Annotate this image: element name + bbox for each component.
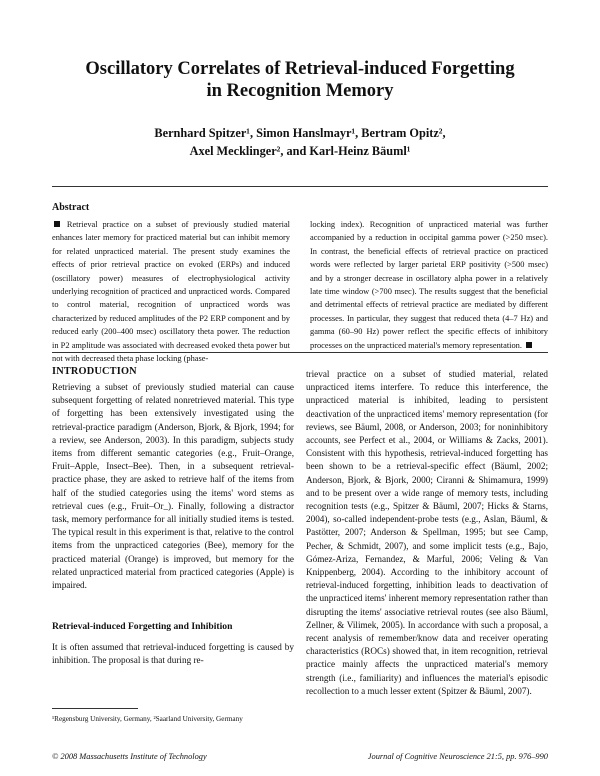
abstract-start-square-icon [54, 221, 60, 227]
abstract-top-rule [52, 186, 548, 187]
copyright-footer: © 2008 Massachusetts Institute of Technology [52, 752, 207, 761]
abstract-text-left: Retrieval practice on a subset of previously studied material enhances later memory for practiced material but can inhibit memory for related unpracticed material. The present study examines the effects of prior retrieval practice on evoked (ERPs) and induced (oscillatory power) measures of electrophysiological activity underlying recognition of practiced and unpracticed words. Compared to control material, recognition of unpracticed words was characterized by reduced amplitudes of the P2 ERP component and by reduced early (200–400 msec) oscillatory theta power. The reduction in P2 amplitude was associated with decreased evoked theta power but not with decreased theta phase locking (phase- [52, 220, 291, 364]
author-list [40, 124, 560, 160]
authors-line-1: Bernhard Spitzer¹, Simon Hanslmayr¹, Bertram Opitz², [154, 126, 446, 140]
intro-paragraph-right: trieval practice on a subset of studied material, related unpracticed items interfere. To reduce this interference, the unpracticed material is inhibited, leading to persistent deactivation of the unpracticed items' memory representation (for reviews, see Bäuml, 2008, or Anderson, 2003; for noninhibitory accounts, see Perfect et al., 2004, or Williams & Zacks, 2001). Consistent with this hypothesis, retrieval-induced forgetting has been shown to be a retrieval-specific effect (Bäuml, 2002; Anderson, Bjork, & Bjork, 2000; Ciranni & Shimamura, 1999) and to be present over a wide range of memory tests, including recognition tests (e.g., Spitzer & Bäuml, 2007; Hicks & Starns, 2004), so-called independent-probe tests (e.g., Aslan, Bäuml, & Pastötter, 2007; Anderson & Spellman, 1995; but see Camp, Pecher, & Schmidt, 2007), and some implicit tests (e.g., Bajo, Gómez-Ariza, Fernandez, & Marful, 2006; Veling & Van Knippenberg, 2004). According to the inhibitory account of retrieval-induced forgetting, inhibition leads to deactivation of the unpracticed items' inherent memory representation rather than disrupting the items' associative retrieval routes (see also Bäuml, Zellner, & Vilimek, 2005). In accordance with such a proposal, a recent analysis of remember/know data and receiver operating characteristics (ROCs) showed that, in item recognition, retrieval practice mainly affects the unpracticed material's memory strength (i.e., familiarity) and influences the material's episodic recollection to a much lesser extent (Spitzer & Bäuml, 2007). [306, 369, 548, 696]
abstract-end-square-icon [526, 342, 532, 348]
body-column-right [306, 368, 548, 698]
journal-citation-footer: Journal of Cognitive Neuroscience 21:5, pp. 976–990 [367, 752, 548, 761]
intro-paragraph-2: It is often assumed that retrieval-induced forgetting is caused by inhibition. The proposal is that during re- [52, 642, 294, 666]
abstract-column-left [52, 218, 290, 365]
subsection-heading: Retrieval-induced Forgetting and Inhibition [52, 621, 233, 632]
title-line-1: Oscillatory Correlates of Retrieval-induced Forgetting [85, 59, 515, 79]
abstract-text-right: locking index). Recognition of unpracticed material was further accompanied by a reduction in occipital gamma power (>250 msec). In contrast, the beneficial effects of retrieval practice on practiced words were reflected by larger parietal ERP positivity (>500 msec) and by a stronger decrease in oscillatory alpha power in a relatively late time window (>700 msec). The results suggest that the beneficial and detrimental effects of retrieval practice are mediated by different processes. In particular, they suggest that reduced theta (4–7 Hz) and gamma (60–90 Hz) power reflect the specific effects of inhibitory processes on the unpracticed material's memory representation. [310, 220, 548, 350]
intro-paragraph-1: Retrieving a subset of previously studied material can cause subsequent forgetting of related nonretrieved material. This type of forgetting has been extensively investigated using the retrieval-practice paradigm (Anderson, Bjork, & Bjork, 1994; for a review, see Anderson, 2003). In this paradigm, subjects study items from different semantic categories (e.g., Fruit–Orange, Fruit–Apple, Insect–Bee). Then, in a subsequent retrieval-practice phase, they are asked to retrieve half of the items from half of the studied categories using the items' word stems as retrieval cues (e.g., Fruit–Or_). Finally, following a distractor task, memory performance for all initially studied items is tested. The typical result in this experiment is that, relative to the control items from the unpracticed categories (Bee), memory for the practiced material (Orange) is improved, but memory for the related unpracticed material from practiced categories (Apple) is impaired. [52, 382, 294, 591]
body-column-left [52, 381, 294, 592]
body-column-left-continued [52, 641, 294, 667]
abstract-column-right [310, 218, 548, 352]
introduction-heading: INTRODUCTION [52, 366, 137, 377]
footnote-rule [52, 708, 138, 709]
abstract-bottom-rule [52, 352, 548, 353]
abstract-heading: Abstract [52, 202, 90, 213]
paper-title [40, 58, 560, 102]
authors-line-2: Axel Mecklinger², and Karl-Heinz Bäuml¹ [189, 144, 411, 158]
affiliation-footnote: ¹Regensburg University, Germany, ²Saarland University, Germany [52, 715, 243, 723]
title-line-2: in Recognition Memory [206, 81, 394, 101]
